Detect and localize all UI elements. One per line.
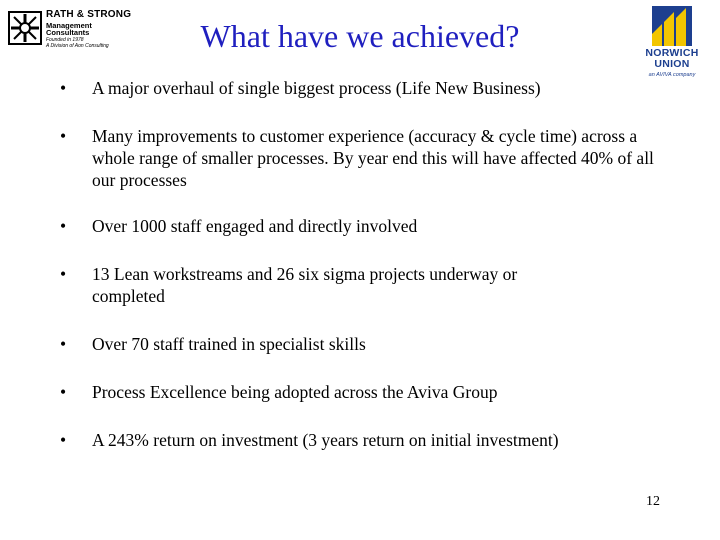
bullet-marker: • bbox=[60, 382, 67, 402]
bullet-text: Over 70 staff trained in specialist skills bbox=[92, 334, 366, 354]
bullet-text: A major overhaul of single biggest process (Life New Business) bbox=[92, 78, 541, 98]
bullet-marker: • bbox=[60, 78, 67, 98]
rath-strong-name: RATH & STRONG bbox=[46, 9, 132, 20]
bullet-marker: • bbox=[60, 216, 67, 236]
bullet-text: Over 1000 staff engaged and directly involved bbox=[92, 216, 418, 236]
rath-strong-tagline-1: Founded in 1978 bbox=[46, 37, 84, 44]
rath-strong-subtitle: Management Consultants bbox=[46, 20, 92, 38]
bullet-text: Many improvements to customer experience (accuracy & cycle time) across a whole range of smaller processes. By year end this will have affected 40% of all our processes bbox=[92, 126, 654, 190]
norwich-union-name-line-2: UNION bbox=[654, 58, 690, 70]
page-number: 12 bbox=[646, 494, 660, 509]
bullet-text: A 243% return on investment (3 years return on initial investment) bbox=[92, 430, 559, 450]
bullet-marker: • bbox=[60, 126, 67, 146]
bullet-marker: • bbox=[60, 264, 67, 284]
slide-title: What have we achieved? bbox=[200, 18, 520, 54]
norwich-union-tagline: an AVIVA company bbox=[648, 72, 696, 78]
bullet-text: Process Excellence being adopted across the Aviva Group bbox=[92, 382, 498, 402]
rath-strong-tagline-2: A Division of Aon Consulting bbox=[46, 42, 109, 49]
bullet-marker: • bbox=[60, 430, 67, 450]
bullet-text: 13 Lean workstreams and 26 six sigma projects underway or completed bbox=[92, 264, 518, 306]
norwich-union-name-line-1: NORWICH bbox=[645, 47, 699, 59]
bullet-marker: • bbox=[60, 334, 67, 354]
